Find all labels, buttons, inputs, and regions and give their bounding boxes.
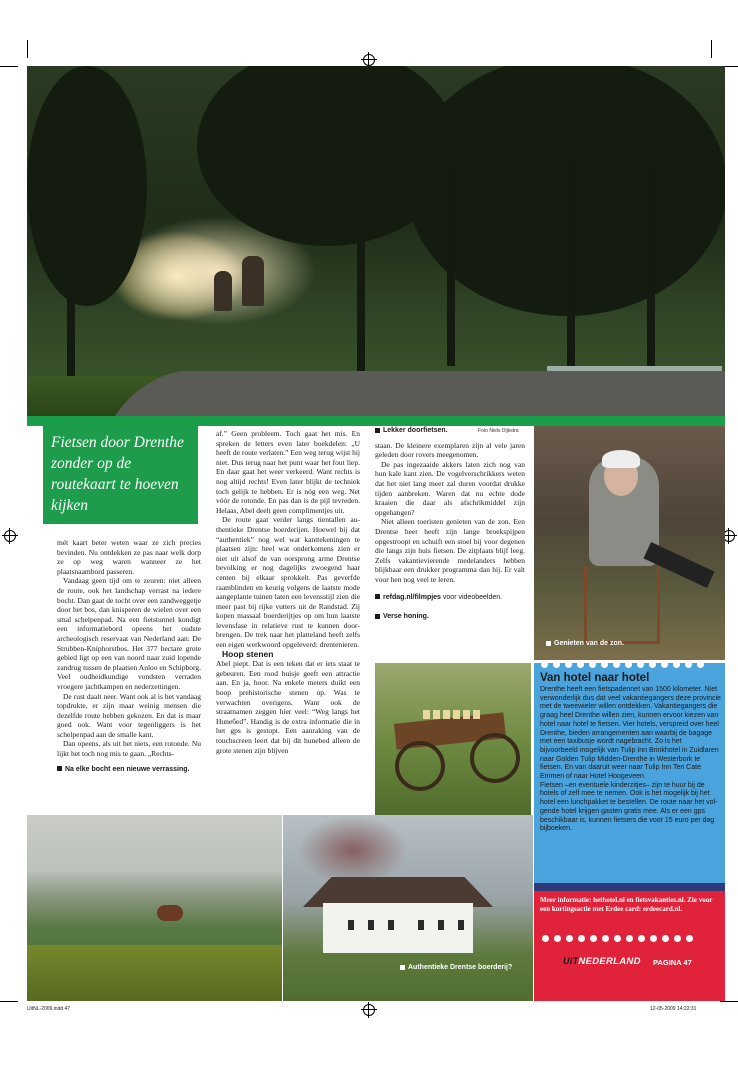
page-number: PAGINA 47 [653, 958, 692, 967]
paragraph: De route gaat verder langs tientallen authentieke Drentse boerderijen. Hoewel bij dat “authentiek” nog wel wat kanttekeningen te plaatsen zijn: heel wat onderkomens zien er niet uit alsof de van oorsprong arme Drentse bevolking er nog dagelijks zwoegend haar centen bij elkaar sprokkelt. Pas geverfde raamblinden en keurig volgens de laatste mode aangeplante tuinen laten een levensstijl zien die meer past bij rijke vutters uit de Randstad. Zij kopen massaal boerderijtjes op om hun laatste levensfase in relatieve rust te kunnen doorbrengen. De trek naar het platteland heeft zelfs een eigen werkwoord opgeleverd: drentenieren. [216, 515, 360, 650]
photo-drentse-farm [283, 815, 533, 1001]
slug-timestamp: 12-05-2009 14:22:31 [650, 1006, 697, 1012]
bullet-square-icon [546, 641, 551, 646]
crop-mark [27, 40, 28, 58]
caption-text: Lekker doorfietsen. [383, 427, 448, 434]
paragraph: Dan opeens, als uit het niets, een rotonde. Nu lijkt het toch nog mis te gaan. „Rechts- [57, 739, 201, 759]
bullet-square-icon [375, 594, 380, 599]
bullet-square-icon [375, 614, 380, 619]
sidebar-body [540, 686, 721, 834]
subhead: Hoop stenen [222, 648, 274, 659]
bullet-square-icon [375, 428, 380, 433]
article-column-1 [57, 538, 201, 774]
slug-file: UitNL-2009.indd 47 [27, 1006, 71, 1012]
paragraph: Abel piept. Dat is een teken dat er iets staat te gebeuren. Een rood huisje geeft een attractie aan. En ja, hoor. Na enkele meters duikt een hoop prehistorische stenen op. Was te verwachten overigens. Want ook de straatnamen zeggen hier veel: “Weg langs het Huneбed”. Handig is de extra informatie die in het gps is gestopt. Een aanraking van de touchscreen leert dat bij dit hunebed alleen de grote stenen zijn blijven [216, 659, 360, 755]
crop-mark [711, 40, 712, 58]
uit-nederland-logo [563, 956, 641, 967]
bullet-square-icon [400, 965, 405, 970]
paragraph: staan. De kleinere exemplaren zijn al vele jaren geleden door rovers meegenomen. [375, 440, 525, 460]
crop-mark [720, 1001, 738, 1002]
article-column-3 [375, 426, 525, 622]
video-link-line [375, 593, 525, 603]
paragraph: Vandaag geen tijd om te zeuren: niet alleen de route, ook het landschap verrast na iedere bocht. Dan gaat de tocht over een zandweggetje door het bos, dan knisperen de wielen over een smal schelpenpad. Na een fietstunnel kondigt een informatiebord opeens het oudste archeologisch reservaat van Nederland aan: De Strubben-Kniphorstbos. Het 377 hectare grote gebied ligt op een van noord naar zuid lopende zandrug tussen de plaatsen Anloo en Schipborg. Veel oudheidkundige vondsten verraden vroegere jachtkampen en nederzettingen. [57, 576, 201, 691]
sidebar-paragraph: Drenthe heeft een fietspadennet van 1500 kilometer. Niet verwonderlijk dus dat veel vakantiegangers deze provincie met de tweewieler willen ontdekken. Vakantiegangers die graag heel Drenthe willen zien, kunnen ervoor kiezen van hotel naar hotel te fietsen. Vier hotels, verspreid over heel Drenthe, bieden arrangementen aan waarbij de bagage met een taxibusje wordt nagebracht. Zo is het bijvoorbeeld mogelijk van Tulip Inn Brinkhotel in Zuidlaren naar Golden Tulip Midden-Drenthe in Westerbork te fietsen. En van daaruit weer naar Tulip Inn Ten Cate Emmen of naar Hotel Hoogeveen. [540, 686, 721, 781]
caption-text: Authentieke Drentse boerderij? [408, 964, 513, 971]
logo-name: NEDERLAND [578, 956, 641, 967]
dot-divider-bottom [542, 935, 693, 942]
crop-mark [0, 66, 18, 67]
registration-mark-top [363, 54, 375, 66]
bullet-square-icon [57, 766, 62, 771]
photo-misty-field [27, 815, 282, 1001]
headline-box [43, 426, 198, 524]
hero-photo-cyclists [27, 66, 725, 416]
caption-text: Na elke bocht een nieuwe verrassing. [65, 765, 190, 773]
photo-caption-hero [57, 765, 201, 775]
paragraph: De rust daalt neer. Want ook al is het vandaag topdrukte, er zijn maar weinig mensen die dezelfde route hebben gekozen. En dat is maar goed ook. Want voor tegenliggers is het schelpenpad aan de smalle kant. [57, 691, 201, 739]
sidebar-title: Van hotel naar hotel [540, 672, 650, 684]
photo-caption-farm [400, 964, 512, 971]
photo-caption-man [546, 640, 624, 647]
headline: Fietsen door Drenthe zonder op de routekaart te hoeven kijken [51, 434, 184, 514]
navy-accent-bar [534, 883, 725, 891]
photo-honey-cart [375, 663, 531, 818]
photo-caption-cycling [375, 426, 525, 436]
video-link[interactable]: refdag.nl/filmpjes [383, 593, 441, 601]
caption-text: Verse honing. [383, 613, 429, 621]
green-accent-bar [27, 416, 725, 426]
paragraph: mét kaart beter weten waar ze zich precies bevinden. Nu ontdekken ze pas naar welk dorp ze op weg waren wanneer ze het plaatsnaambord passeren. [57, 538, 201, 576]
info-text: Meer informatie: hethotel.nl en fietsvakanties.nl. Zie voor een kortingsactie met Erdee card: erdeecard.nl. [540, 896, 713, 913]
crop-mark [0, 1001, 18, 1002]
paragraph: Niet alleen toeristen genieten van de zon. Een Drentse heer heeft zijn lange broekspijpen opgestroopt en schuift een stoel bij voor degenen die langs zijn huis fietsen. De zitplaats blijf leeg. Zelfs vakantievierende medelanders hebben blijkbaar een drukker programma dan hij. Er valt voor hen nog veel te leren. [375, 517, 525, 584]
logo-prefix: UIT [563, 956, 579, 966]
article-column-2 [216, 429, 360, 755]
photo-caption-honey [375, 612, 525, 622]
registration-mark-left [4, 530, 16, 542]
paragraph: af.” Geen probleem. Toch gaat het mis. En spreken de letters even later boekdelen: „U heeft de route verlaten.” Een weg terug wijst hij niet. Dus terug naar het punt waar het fout liep. En daar gaat het weer verkeerd. Want rechts is nog altijd rechts! Even later blijkt de techniek toch gelijk te hebben. Er is nóg een weg. Net vóór de rotonde. En pas dan is de pijl tevreden. Helaas, Abel deelt geen complimentjes uit. [216, 429, 360, 515]
sidebar-paragraph: Fietsen –en eventuele kinderzitjes– zijn te huur bij de hotels of zelf mee te nemen. Ook is het mogelijk bij het hotel een lunchpakket te bestellen. De route naar het volgende hotel krijgen gasten gratis mee. Als er een gps beschikbaar is, kunnen fietsers die voor 15 euro per dag bijboeken. [540, 781, 718, 833]
video-link-suffix: voor videobeelden. [440, 593, 503, 601]
dot-divider-top [541, 661, 704, 668]
registration-mark-bottom [363, 1004, 375, 1016]
paragraph: De pas ingezaaide akkers laten zich nog van hun kale kant zien. De vogelverschrikkers weten dat het niet lang meer zal duren voordat drukke tijden aanbreken. Waren dat nu echte dode kraaien die daar als afschrikmiddel zijn opgehangen? [375, 459, 525, 517]
caption-text: Genieten van de zon. [554, 640, 625, 647]
photo-credit: Foto Niels Dijkstra [478, 428, 519, 434]
photo-man-in-chair [534, 426, 725, 660]
